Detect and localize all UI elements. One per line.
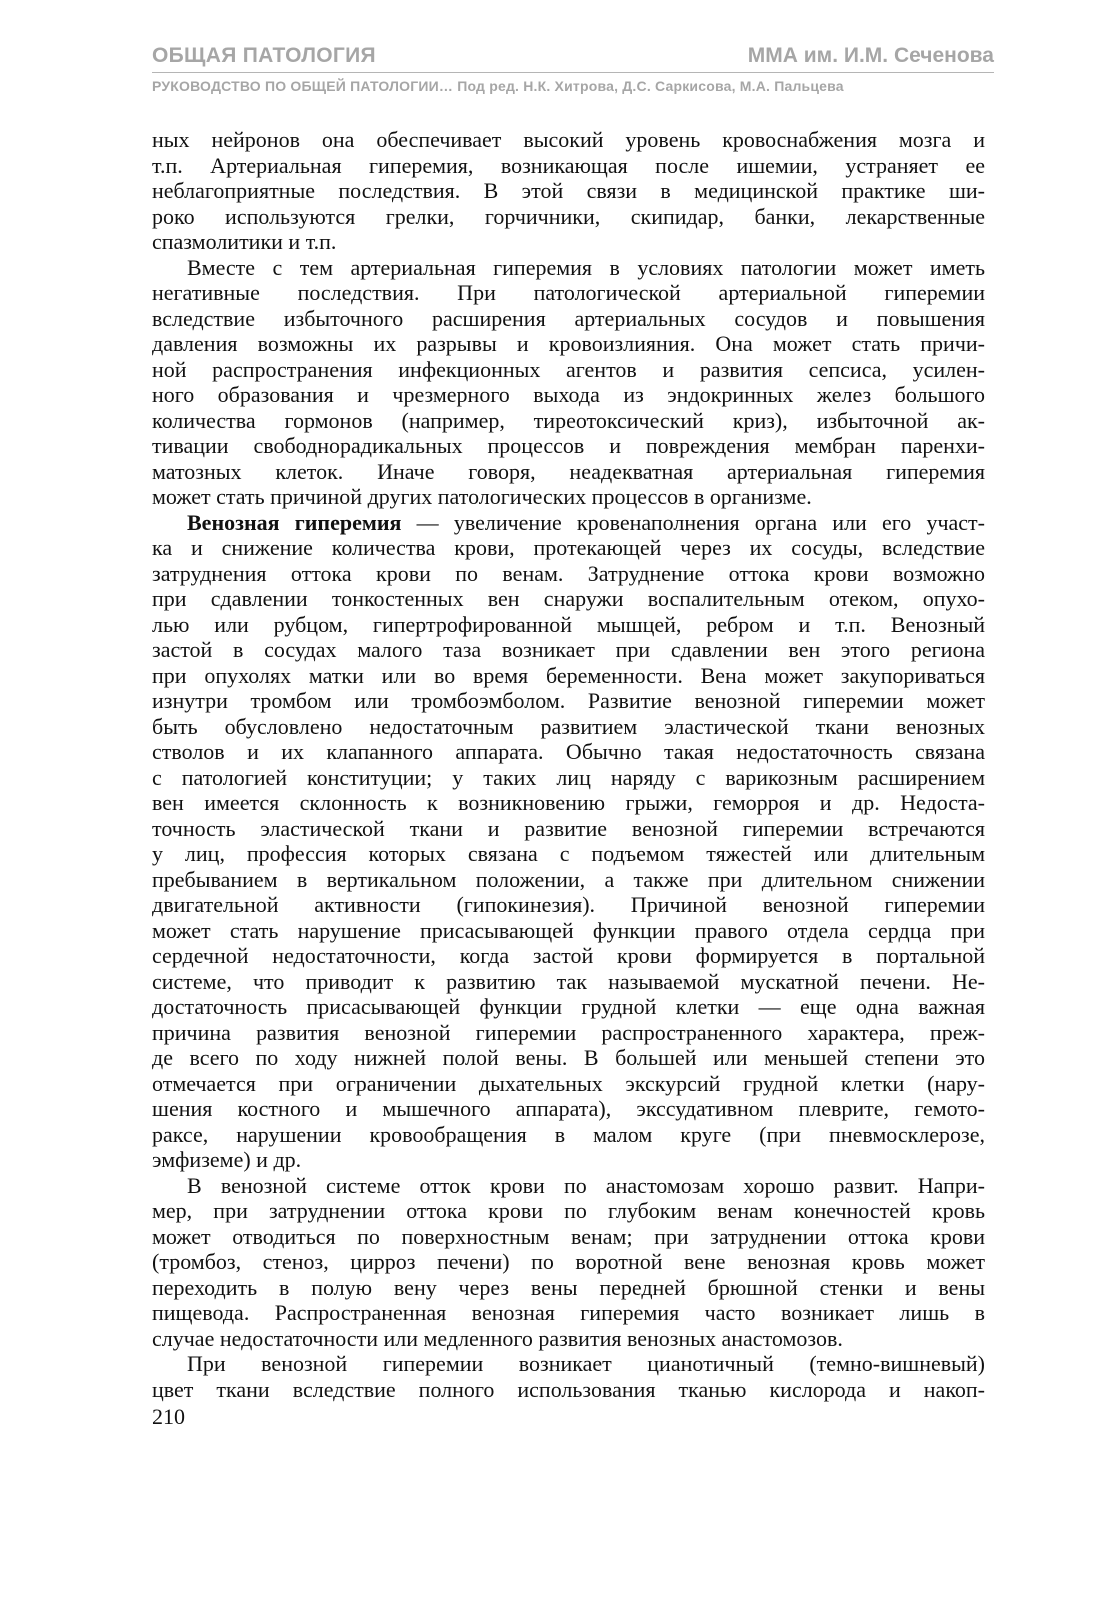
text-line: стволов и их клапанного аппарата. Обычно такая недостаточность связана xyxy=(152,739,985,764)
text-line-rest: — увеличение кровенаполнения органа или его участ- xyxy=(401,509,985,535)
text-line: ных нейронов она обеспечивает высокий уровень кровоснабжения мозга и xyxy=(152,127,985,152)
text-line: матозных клеток. Иначе говоря, неадекватная артериальная гиперемия xyxy=(152,458,985,484)
text-line: де всего по ходу нижней полой вены. В большей или меньшей степени это xyxy=(152,1045,985,1070)
text-line: давления возможны их разрывы и кровоизлияния. Она может стать причи- xyxy=(152,331,985,356)
text-line: двигательной активности (гипокинезия). Причиной венозной гиперемии xyxy=(152,892,985,917)
text-line: причина развития венозной гиперемии распространенного характера, преж- xyxy=(152,1019,985,1045)
text-line: может стать нарушение присасывающей функции правого отдела сердца при xyxy=(152,917,985,943)
text-line: вследствие избыточного расширения артериальных сосудов и повышения xyxy=(152,305,985,331)
text-line: Вместе с тем артериальная гиперемия в условиях патологии может иметь xyxy=(187,254,985,280)
text-line: отмечается при ограничении дыхательных экскурсий грудной клетки (нару- xyxy=(152,1070,985,1096)
header-subtitle: РУКОВОДСТВО ПО ОБЩЕЙ ПАТОЛОГИИ… Под ред. Н.К. Хитрова, Д.С. Саркисова, М.А. Пальцева xyxy=(152,78,844,94)
text-line: затруднения оттока крови по венам. Затруднение оттока крови возможно xyxy=(152,560,985,586)
term-venous-hyperemia: Венозная гиперемия xyxy=(187,509,402,535)
text-line: при опухолях матки или во время беременности. Вена может закупориваться xyxy=(152,662,985,688)
text-line: ка и снижение количества крови, протекающей через их сосуды, вследствие xyxy=(152,535,985,560)
text-line: сердечной недостаточности, когда застой крови формируется в портальной xyxy=(152,943,985,968)
text-line: вен имеется склонность к возникновению грыжи, геморроя и др. Недоста- xyxy=(152,790,985,815)
text-line: ной распространения инфекционных агентов и развития сепсиса, усилен- xyxy=(152,356,985,382)
text-line: случае недостаточности или медленного развития венозных анастомозов. xyxy=(152,1325,843,1351)
text-line: системе, что приводит к развитию так называемой мускатной печени. Не- xyxy=(152,968,985,994)
text-line: т.п. Артериальная гиперемия, возникающая после ишемии, устраняет ее xyxy=(152,152,985,178)
text-line xyxy=(152,510,985,536)
text-line: В венозной системе отток крови по анастомозам хорошо развит. Напри- xyxy=(187,1172,985,1198)
text-line: с патологией конституции; у таких лиц наряду с варикозным расширением xyxy=(152,764,985,790)
text-line: цвет ткани вследствие полного использования тканью кислорода и накоп- xyxy=(152,1376,985,1402)
text-line: При венозной гиперемии возникает цианотичный (темно-вишневый) xyxy=(187,1351,985,1376)
text-line: роко используются грелки, горчичники, скипидар, банки, лекарственные xyxy=(152,203,985,229)
text-line: застой в сосудах малого таза возникает при сдавлении вен этого региона xyxy=(152,637,985,662)
text-line: неблагоприятные последствия. В этой связи в медицинской практике ши- xyxy=(152,178,985,203)
text-line: точность эластической ткани и развитие венозной гиперемии встречаются xyxy=(152,815,985,841)
text-line: пищевода. Распространенная венозная гиперемия часто возникает лишь в xyxy=(152,1300,985,1325)
header-right-title: ММА им. И.М. Сеченова xyxy=(747,44,994,67)
text-line: тивации свободнорадикальных процессов и повреждения мембран паренхи- xyxy=(152,433,985,458)
text-line: негативные последствия. При патологической артериальной гиперемии xyxy=(152,280,985,305)
text-line: может стать причиной других патологических процессов в организме. xyxy=(152,484,812,509)
text-line: может отводиться по поверхностным венам; при затруднении оттока крови xyxy=(152,1223,985,1249)
text-line: количества гормонов (например, тиреотоксический криз), избыточной ак- xyxy=(152,407,985,433)
text-line: эмфиземе) и др. xyxy=(152,1147,302,1172)
text-line: (тромбоз, стеноз, цирроз печени) по воротной вене венозная кровь может xyxy=(152,1249,985,1274)
text-line: спазмолитики и т.п. xyxy=(152,229,337,254)
header-left-title: ОБЩАЯ ПАТОЛОГИЯ xyxy=(152,44,376,67)
text-line: раксе, нарушении кровообращения в малом круге (при пневмосклерозе, xyxy=(152,1121,985,1147)
body-text xyxy=(152,127,985,1402)
text-line: быть обусловлено недостаточным развитием эластической ткани венозных xyxy=(152,713,985,739)
running-header xyxy=(152,42,994,73)
text-line: изнутри тромбом или тромбоэмболом. Развитие венозной гиперемии может xyxy=(152,688,985,713)
text-line: лью или рубцом, гипертрофированной мышцей, ребром и т.п. Венозный xyxy=(152,611,985,637)
text-line: ного образования и чрезмерного выхода из эндокринных желез большого xyxy=(152,382,985,407)
text-line: пребыванием в вертикальном положении, а также при длительном снижении xyxy=(152,866,985,892)
text-line: достаточность присасывающей функции грудной клетки — еще одна важная xyxy=(152,994,985,1019)
text-line: при сдавлении тонкостенных вен снаружи воспалительным отеком, опухо- xyxy=(152,586,985,611)
text-line: мер, при затруднении оттока крови по глубоким венам конечностей кровь xyxy=(152,1198,985,1223)
text-line: переходить в полую вену через вены передней брюшной стенки и вены xyxy=(152,1274,985,1300)
text-line: шения костного и мышечного аппарата), экссудативном плеврите, гемото- xyxy=(152,1096,985,1121)
text-line: у лиц, профессия которых связана с подъемом тяжестей или длительным xyxy=(152,841,985,866)
page-number: 210 xyxy=(152,1404,185,1429)
